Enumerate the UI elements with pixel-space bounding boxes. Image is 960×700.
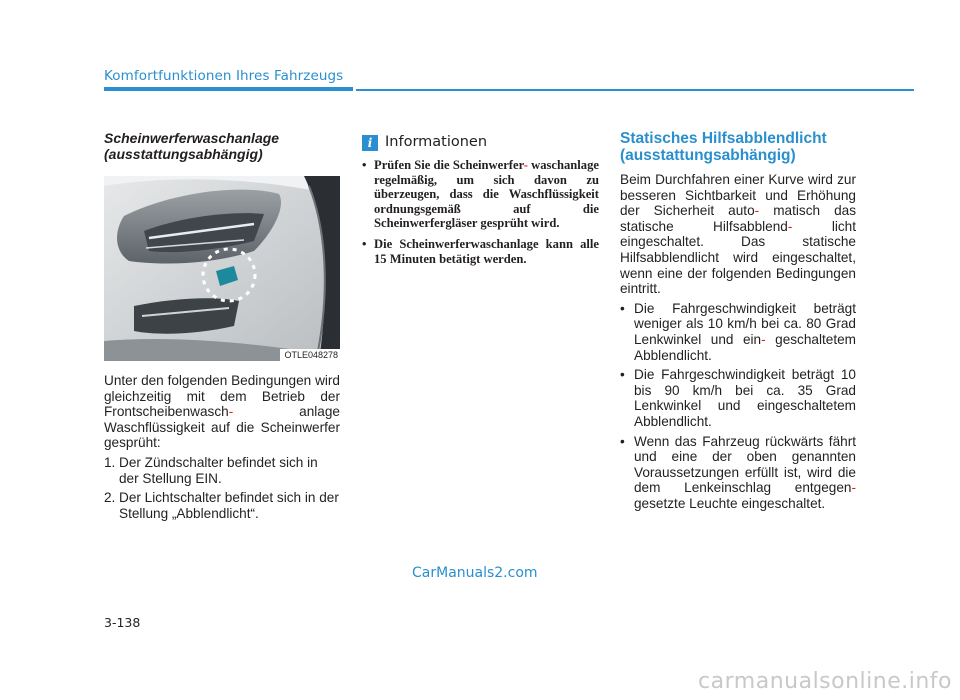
left-column xyxy=(104,130,340,525)
list-item-text: Die Fahrgeschwindigkeit beträgt 10 bis 90 km/h bei ca. 35 Grad Lenkwinkel und eingeschaltetem Abblendlicht. xyxy=(634,367,856,429)
list-item-text: Die Fahrgeschwindigkeit beträgt weniger als 10 km/h bei ca. 80 Grad Lenkwinkel und ein xyxy=(634,300,856,347)
headlamp-illustration xyxy=(104,176,340,361)
info-header xyxy=(362,135,599,151)
header-rule-thin xyxy=(356,89,914,91)
info-item-text-cont: waschanlage regelmäßig, um sich davon zu überzeugen, dass die Waschflüssigkeit ordnungsgemäß auf die Scheinwerfergläser gesprüht wird. xyxy=(374,158,599,231)
list-item xyxy=(620,367,856,429)
right-column xyxy=(620,130,856,515)
bullet-icon: • xyxy=(620,367,625,383)
list-item-text-cont: geschaltetem Abblendlicht. xyxy=(634,331,856,363)
headlamp-washer-title-line2: (ausstattungsabhängig) xyxy=(104,146,263,162)
list-item-text: Der Zündschalter befindet sich in der Stellung EIN. xyxy=(119,454,318,486)
static-bending-light-title-line2: (ausstattungsabhängig) xyxy=(620,147,796,164)
list-item xyxy=(362,237,599,266)
page-number: 3-138 xyxy=(104,615,141,630)
hyphen-mark: - xyxy=(851,480,856,496)
bullet-icon: • xyxy=(362,158,367,172)
list-number: 2. xyxy=(104,490,116,506)
list-item xyxy=(104,490,340,521)
headlamp-washer-title-line1: Scheinwerferwaschanlage xyxy=(104,130,280,146)
list-item-text: Wenn das Fahrzeug rückwärts fährt und eine der oben genannten Voraussetzungen erfüllt ist, wird die dem Lenkeinschlag entgegen xyxy=(634,433,856,496)
bullet-icon: • xyxy=(620,433,625,449)
list-item xyxy=(362,158,599,231)
info-list xyxy=(362,158,599,266)
section-header-title: Komfortfunktionen Ihres Fahrzeugs xyxy=(104,68,344,84)
condition-list xyxy=(104,455,340,521)
static-bending-light-title-line1: Statisches Hilfsabblendlicht xyxy=(620,130,827,147)
info-item-text: Prüfen Sie die Scheinwerfer xyxy=(374,158,524,172)
list-item-text-cont: gesetzte Leuchte eingeschaltet. xyxy=(634,495,826,511)
info-item-text: Die Scheinwerferwaschanlage kann alle 15 Minuten betätigt werden. xyxy=(374,236,599,266)
right-intro-text-cont: matisch das statische Hilfsabblend xyxy=(620,203,857,234)
static-bending-light-title xyxy=(620,130,856,164)
bending-light-conditions xyxy=(620,301,856,512)
header-rule-thick xyxy=(104,87,353,91)
bullet-icon: • xyxy=(362,236,367,251)
right-intro-text-cont2: licht eingeschaltet. Das statische Hilfsabblendlicht wird eingeschaltet, wenn eine der folgenden Bedingungen eintritt. xyxy=(620,218,857,297)
headlamp-washer-photo xyxy=(104,176,340,361)
left-intro-text: Unter den folgenden Bedingungen wird gleichzeitig mit dem Betrieb der Frontscheibenwasch xyxy=(104,373,340,420)
left-intro-text-cont: anlage Waschflüssigkeit auf die Scheinwerfer gesprüht: xyxy=(104,404,340,451)
right-intro-text: Beim Durchfahren einer Kurve wird zur besseren Sichtbarkeit und Erhöhung der Sicherheit auto xyxy=(620,172,856,219)
hyphen-mark: - xyxy=(787,218,793,234)
bullet-icon: • xyxy=(620,300,625,316)
info-icon: i xyxy=(362,135,378,151)
watermark-link[interactable]: CarManuals2.com xyxy=(412,565,538,581)
list-item-text: Der Lichtschalter befindet sich in der Stellung „Abblendlicht“. xyxy=(119,490,339,521)
right-intro-paragraph xyxy=(620,172,856,297)
image-code: OTLE048278 xyxy=(280,349,340,361)
hyphen-mark: - xyxy=(228,404,234,420)
list-number: 1. xyxy=(104,454,116,470)
footer-site-watermark: carmanualsonline.info xyxy=(698,669,952,694)
list-item xyxy=(620,301,856,363)
hyphen-mark: - xyxy=(761,331,766,347)
hyphen-mark: - xyxy=(754,203,760,219)
left-intro-paragraph xyxy=(104,373,340,451)
info-column xyxy=(362,135,599,272)
list-item xyxy=(620,434,856,512)
headlamp-washer-title xyxy=(104,130,340,162)
info-title: Informationen xyxy=(385,134,488,151)
hyphen-mark: - xyxy=(523,158,528,172)
list-item xyxy=(104,455,340,486)
